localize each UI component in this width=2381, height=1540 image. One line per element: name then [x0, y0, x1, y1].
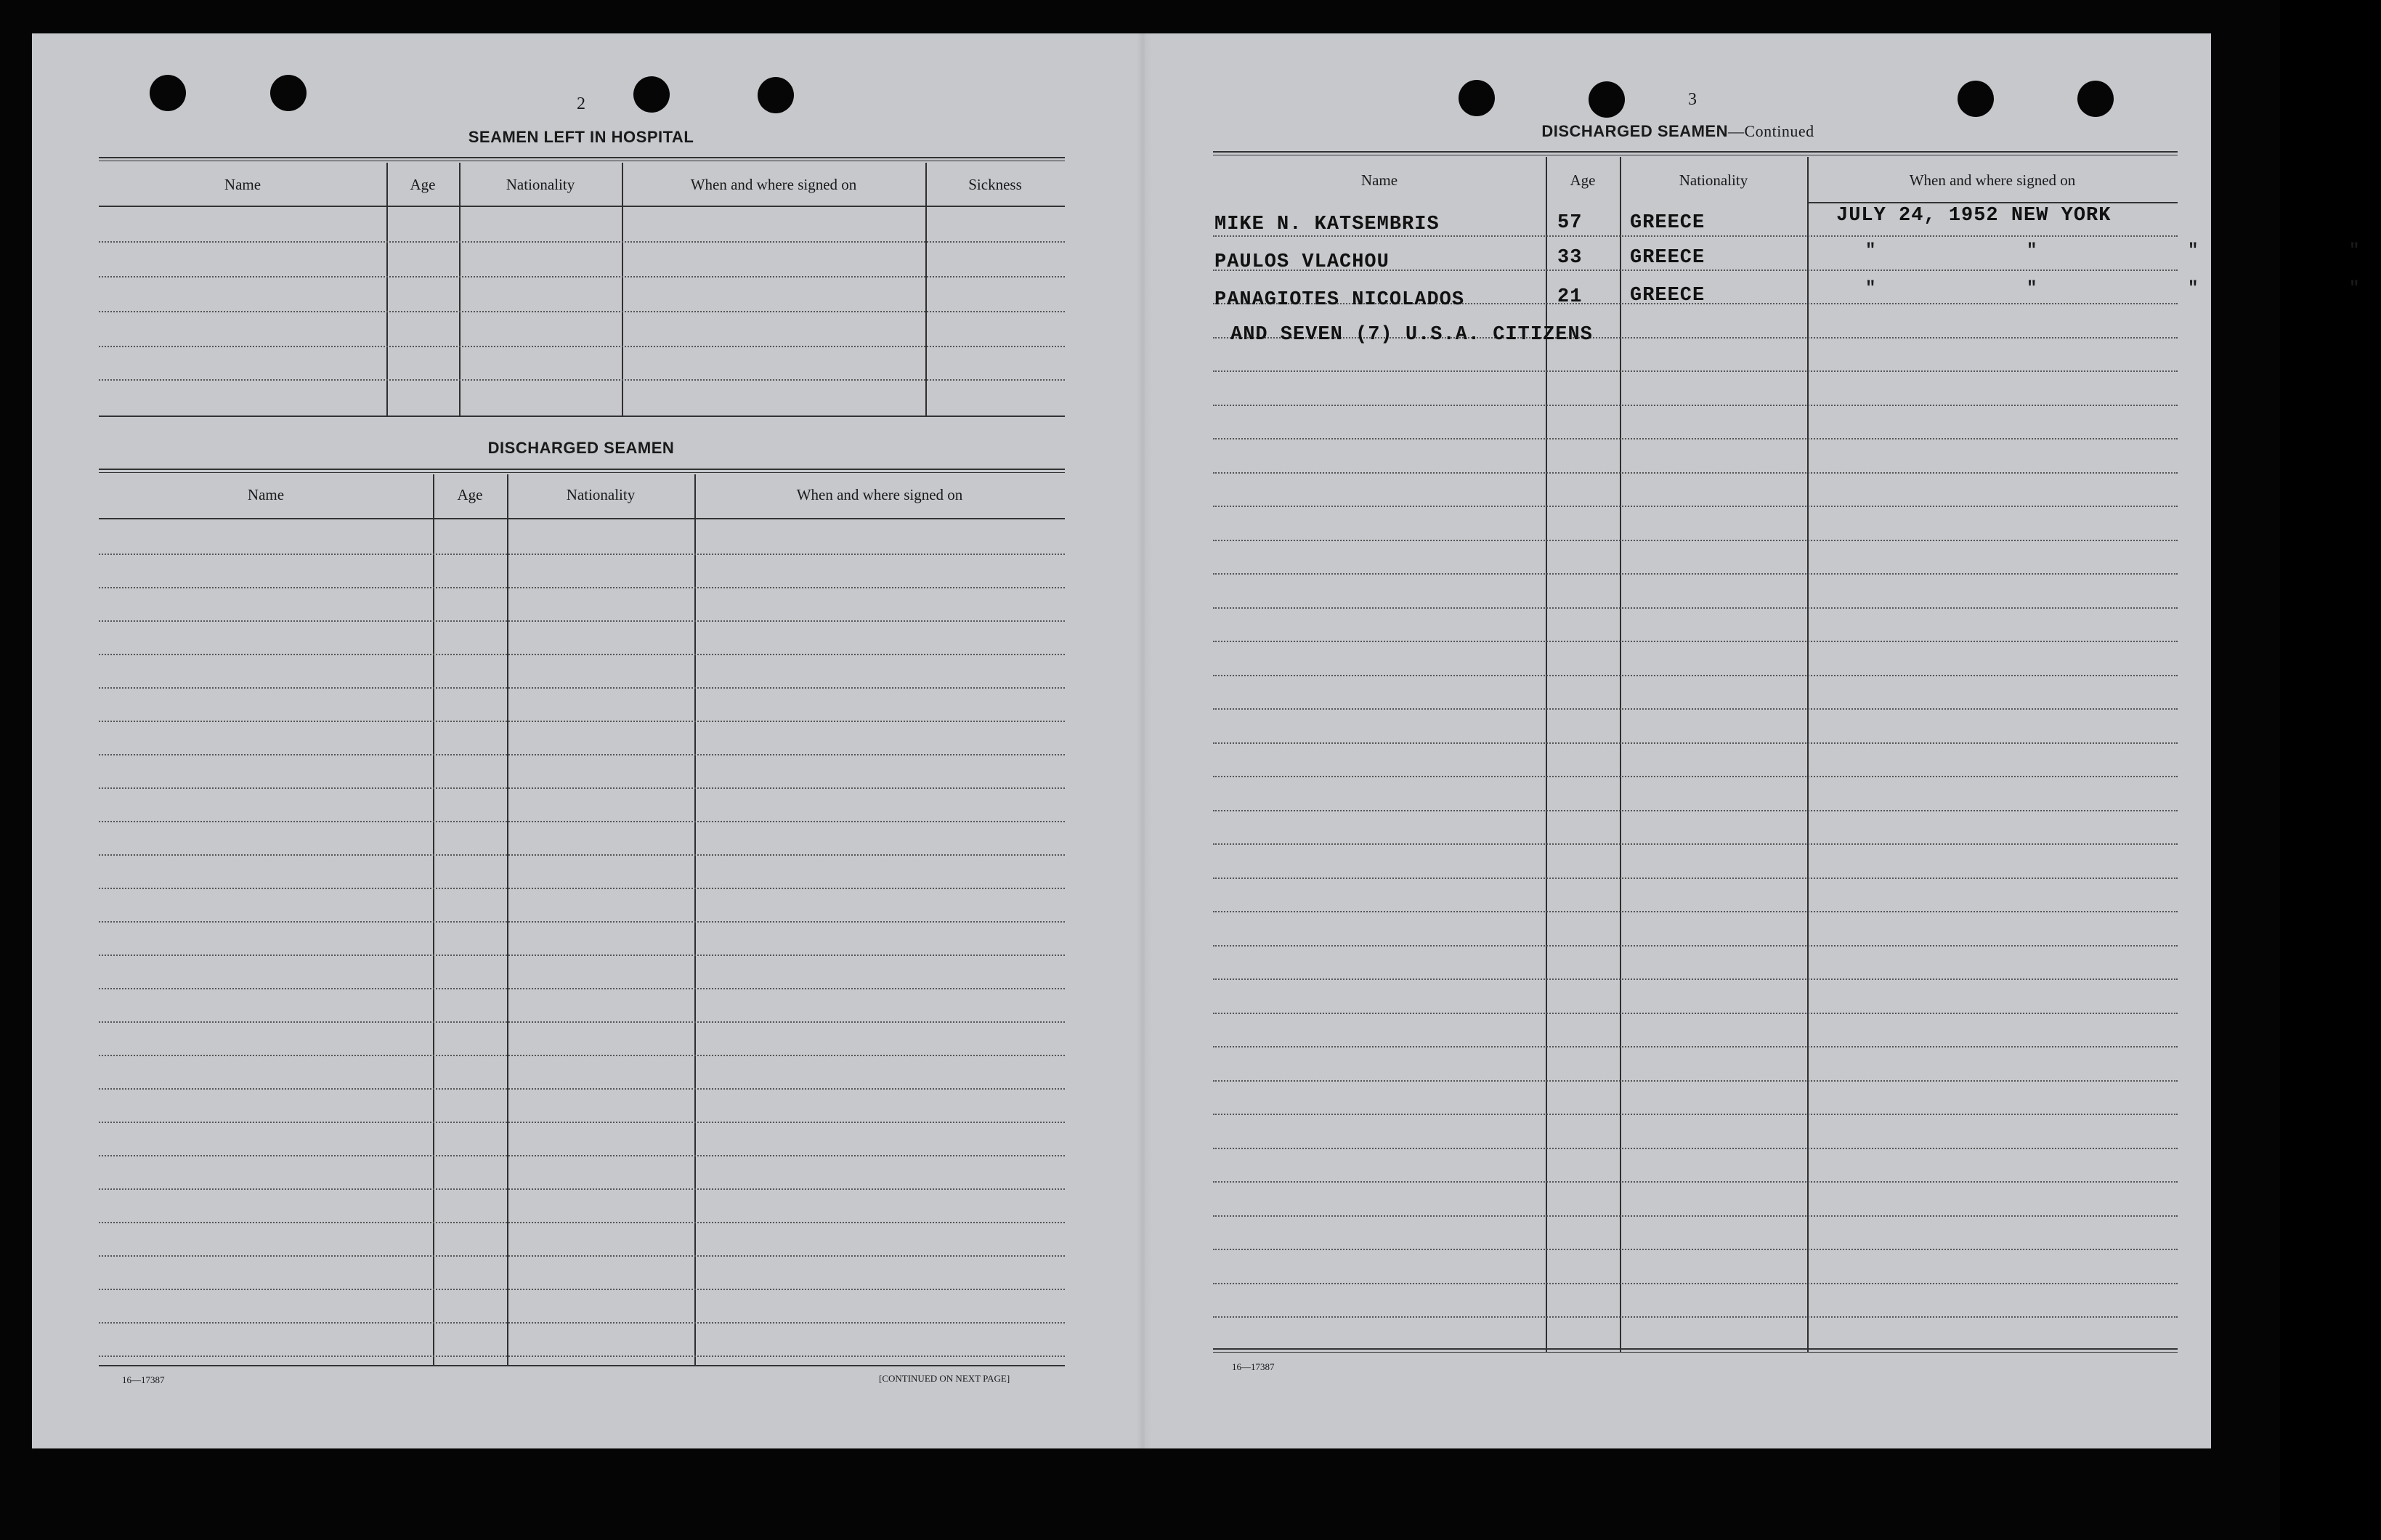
- continued-note: [CONTINUED ON NEXT PAGE]: [879, 1373, 1010, 1384]
- entry-age: 21: [1557, 286, 1583, 308]
- column-header-age: Age: [457, 486, 483, 503]
- table-top-rule: [1213, 151, 2178, 155]
- table-row: [99, 988, 1065, 989]
- table-row: [99, 921, 1065, 923]
- table-row: [1213, 708, 2178, 710]
- table-row: [1213, 1181, 2178, 1183]
- entry-age: 57: [1557, 212, 1583, 234]
- entry-note: AND SEVEN (7) U.S.A. CITIZENS: [1230, 324, 1593, 346]
- punch-hole: [2077, 81, 2114, 117]
- table-bottom-rule: [99, 1365, 1065, 1366]
- table-row: [99, 654, 1065, 655]
- table-row: [1213, 540, 2178, 541]
- hospital-table: [99, 157, 1065, 418]
- entry-nationality: GREECE: [1630, 285, 1705, 307]
- hospital-section-title: SEAMEN LEFT IN HOSPITAL: [468, 128, 694, 146]
- table-row: [1213, 843, 2178, 845]
- column-divider: [694, 474, 696, 1366]
- table-row: [99, 554, 1065, 555]
- column-header-nationality: Nationality: [1679, 171, 1748, 189]
- table-row: [1213, 506, 2178, 507]
- column-header-age: Age: [1570, 171, 1596, 189]
- table-row: [99, 1255, 1065, 1257]
- table-row: [99, 379, 1065, 381]
- table-row: [99, 1322, 1065, 1324]
- table-bottom-rule: [99, 416, 1065, 417]
- punch-hole: [1958, 81, 1994, 117]
- table-row: [1213, 1114, 2178, 1115]
- form-number: 16—17387: [1232, 1361, 1275, 1372]
- table-row: [99, 587, 1065, 588]
- table-row: [99, 276, 1065, 277]
- table-row: [1213, 1080, 2178, 1082]
- entry-name: PAULOS VLACHOU: [1214, 251, 1390, 273]
- table-row: [99, 687, 1065, 689]
- punch-hole: [633, 76, 670, 113]
- column-header-name: Name: [1360, 171, 1398, 189]
- table-row: [1213, 1046, 2178, 1047]
- table-row: [1213, 370, 2178, 372]
- table-row: [99, 1355, 1065, 1357]
- table-row: [99, 821, 1065, 822]
- table-row: [1213, 945, 2178, 947]
- punch-hole: [1589, 81, 1625, 118]
- column-header-sickness: Sickness: [968, 176, 1022, 193]
- table-row: [99, 1122, 1065, 1123]
- page-number: 3: [1688, 90, 1697, 109]
- table-row: [1213, 978, 2178, 980]
- discharged-continued-title: [1460, 122, 1896, 141]
- table-row: [99, 1088, 1065, 1090]
- table-row: [1213, 911, 2178, 912]
- column-header-signed-on: When and where signed on: [690, 176, 857, 193]
- table-row: [99, 754, 1065, 755]
- discharged-table: [99, 469, 1065, 1367]
- table-row: [1213, 742, 2178, 744]
- table-row: [99, 241, 1065, 243]
- column-header-name: Name: [224, 176, 261, 193]
- table-row: [1213, 641, 2178, 642]
- header-rule: [1809, 202, 2178, 203]
- entry-signed-on: JULY 24, 1952 NEW YORK: [1836, 205, 2112, 227]
- table-row: [99, 620, 1065, 622]
- entry-name: MIKE N. KATSEMBRIS: [1214, 214, 1440, 235]
- column-header-age: Age: [410, 176, 436, 193]
- column-header-name: Name: [247, 486, 285, 503]
- center-fold: [1137, 33, 1151, 1448]
- entry-name: PANAGIOTES NICOLADOS: [1214, 289, 1465, 311]
- entry-nationality: GREECE: [1630, 247, 1705, 269]
- table-top-rule: [99, 469, 1065, 473]
- table-row: [99, 888, 1065, 889]
- table-row: [1213, 472, 2178, 474]
- table-row: [1213, 438, 2178, 439]
- punch-hole: [1459, 80, 1495, 116]
- table-row: [1213, 776, 2178, 777]
- table-row: [1213, 235, 2178, 237]
- table-row: [1213, 1148, 2178, 1149]
- table-row: [1213, 675, 2178, 676]
- discharged-section-title: DISCHARGED SEAMEN: [487, 439, 675, 457]
- table-row: [1213, 1249, 2178, 1250]
- table-row: [1213, 573, 2178, 575]
- entry-age: 33: [1557, 247, 1583, 269]
- table-row: [99, 787, 1065, 789]
- punch-hole: [758, 77, 794, 113]
- punch-hole: [270, 75, 307, 111]
- table-row: [99, 1021, 1065, 1023]
- table-row: [1213, 1215, 2178, 1217]
- header-rule: [99, 206, 1065, 207]
- table-row: [1213, 878, 2178, 879]
- column-header-signed-on: When and where signed on: [1909, 171, 2076, 189]
- entry-nationality: GREECE: [1630, 212, 1705, 234]
- title-continued: —Continued: [1727, 122, 1814, 140]
- table-row: [99, 1222, 1065, 1223]
- entry-signed-on-ditto: " " " ": [1865, 279, 2381, 299]
- entry-signed-on-ditto: " " " ": [1865, 241, 2381, 261]
- page-number: 2: [577, 94, 585, 113]
- table-row: [99, 1188, 1065, 1190]
- column-header-signed-on: When and where signed on: [796, 486, 963, 503]
- form-number: 16—17387: [122, 1374, 165, 1385]
- table-row: [1213, 607, 2178, 609]
- table-row: [99, 1289, 1065, 1290]
- table-row: [99, 1155, 1065, 1156]
- table-row: [1213, 405, 2178, 406]
- table-row: [99, 346, 1065, 347]
- table-row: [99, 955, 1065, 956]
- table-row: [1213, 1316, 2178, 1318]
- title-main: DISCHARGED SEAMEN: [1541, 122, 1728, 140]
- table-row: [99, 854, 1065, 856]
- table-row: [99, 721, 1065, 722]
- punch-hole: [150, 75, 186, 111]
- table-row: [1213, 1013, 2178, 1014]
- column-divider: [507, 474, 508, 1366]
- table-row: [99, 311, 1065, 312]
- header-rule: [99, 518, 1065, 519]
- column-divider: [433, 474, 434, 1366]
- table-top-rule: [99, 157, 1065, 161]
- table-row: [99, 1055, 1065, 1056]
- column-header-nationality: Nationality: [566, 486, 636, 503]
- table-bottom-rule: [1213, 1348, 2178, 1353]
- column-header-nationality: Nationality: [506, 176, 575, 193]
- table-row: [1213, 1283, 2178, 1284]
- table-row: [1213, 810, 2178, 811]
